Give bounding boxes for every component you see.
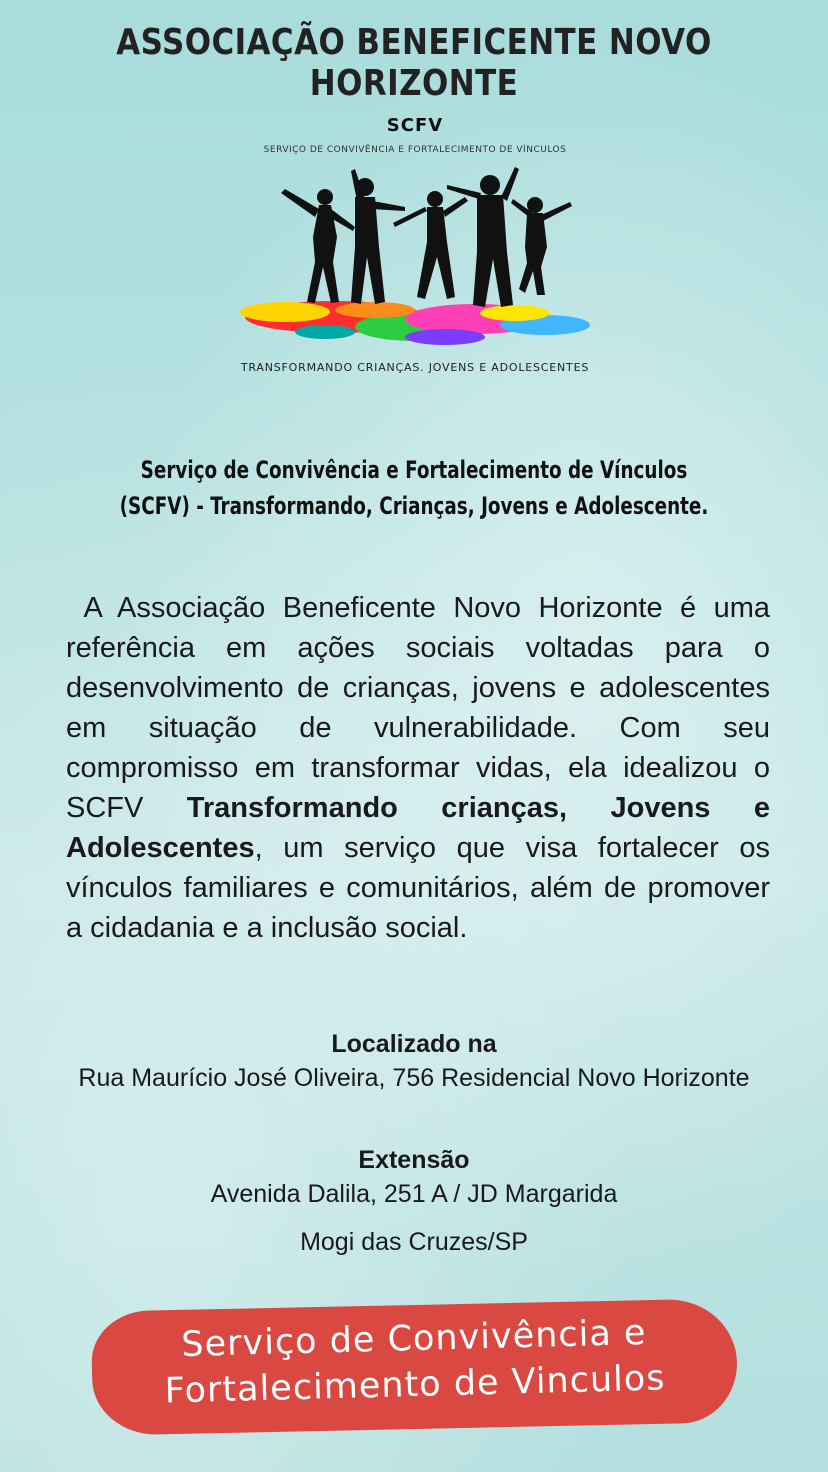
cta-line1: Serviço de Convivência e — [180, 1312, 647, 1366]
logo-abbr: SCFV — [386, 115, 444, 136]
page-title: ASSOCIAÇÃO BENEFICENTE NOVO HORIZONTE — [116, 22, 712, 104]
logo-subtitle: SERVIÇO DE CONVIVÊNCIA E FORTALECIMENTO DE VÍNCULOS — [263, 145, 567, 155]
section-heading-line2: (SCFV) - Transformando, Crianças, Jovens e Adolescente. — [119, 492, 709, 520]
cta-line2: Fortalecimento de Vinculos — [164, 1358, 666, 1412]
location-label: Localizado na — [331, 1030, 497, 1058]
city: Mogi das Cruzes/SP — [300, 1228, 528, 1256]
section-heading — [113, 452, 715, 524]
section-heading-line1: Serviço de Convivência e Fortalecimento de Vínculos — [140, 456, 688, 484]
cta-banner-text — [91, 1308, 738, 1417]
extension-address: Avenida Dalila, 251 A / JD Margarida — [210, 1180, 618, 1208]
logo-tagline: TRANSFORMANDO CRIANÇAS. JOVENS E ADOLESCENTES — [240, 361, 590, 374]
description-text-1: A Associação Beneficente Novo Horizonte é uma referência em ações sociais voltadas para o desenvolvimento de crianças, jovens e adolescentes em situação de vulnerabilidade. Com seu compromisso em transformar vidas, ela idealizou o SCFV — [66, 592, 770, 824]
description-paragraph — [66, 588, 770, 948]
scfv-logo — [200, 115, 630, 385]
description-text-2: , um serviço que visa fortalecer os vínculos familiares e comunitários, além de promover a cidadania e a inclusão social. — [66, 832, 770, 944]
dancing-silhouettes-image — [215, 167, 615, 357]
location-address: Rua Maurício José Oliveira, 756 Residencial Novo Horizonte — [78, 1064, 750, 1092]
description-bold: Transformando crianças, Jovens e Adolescentes — [66, 792, 770, 864]
extension-label: Extensão — [358, 1146, 470, 1174]
